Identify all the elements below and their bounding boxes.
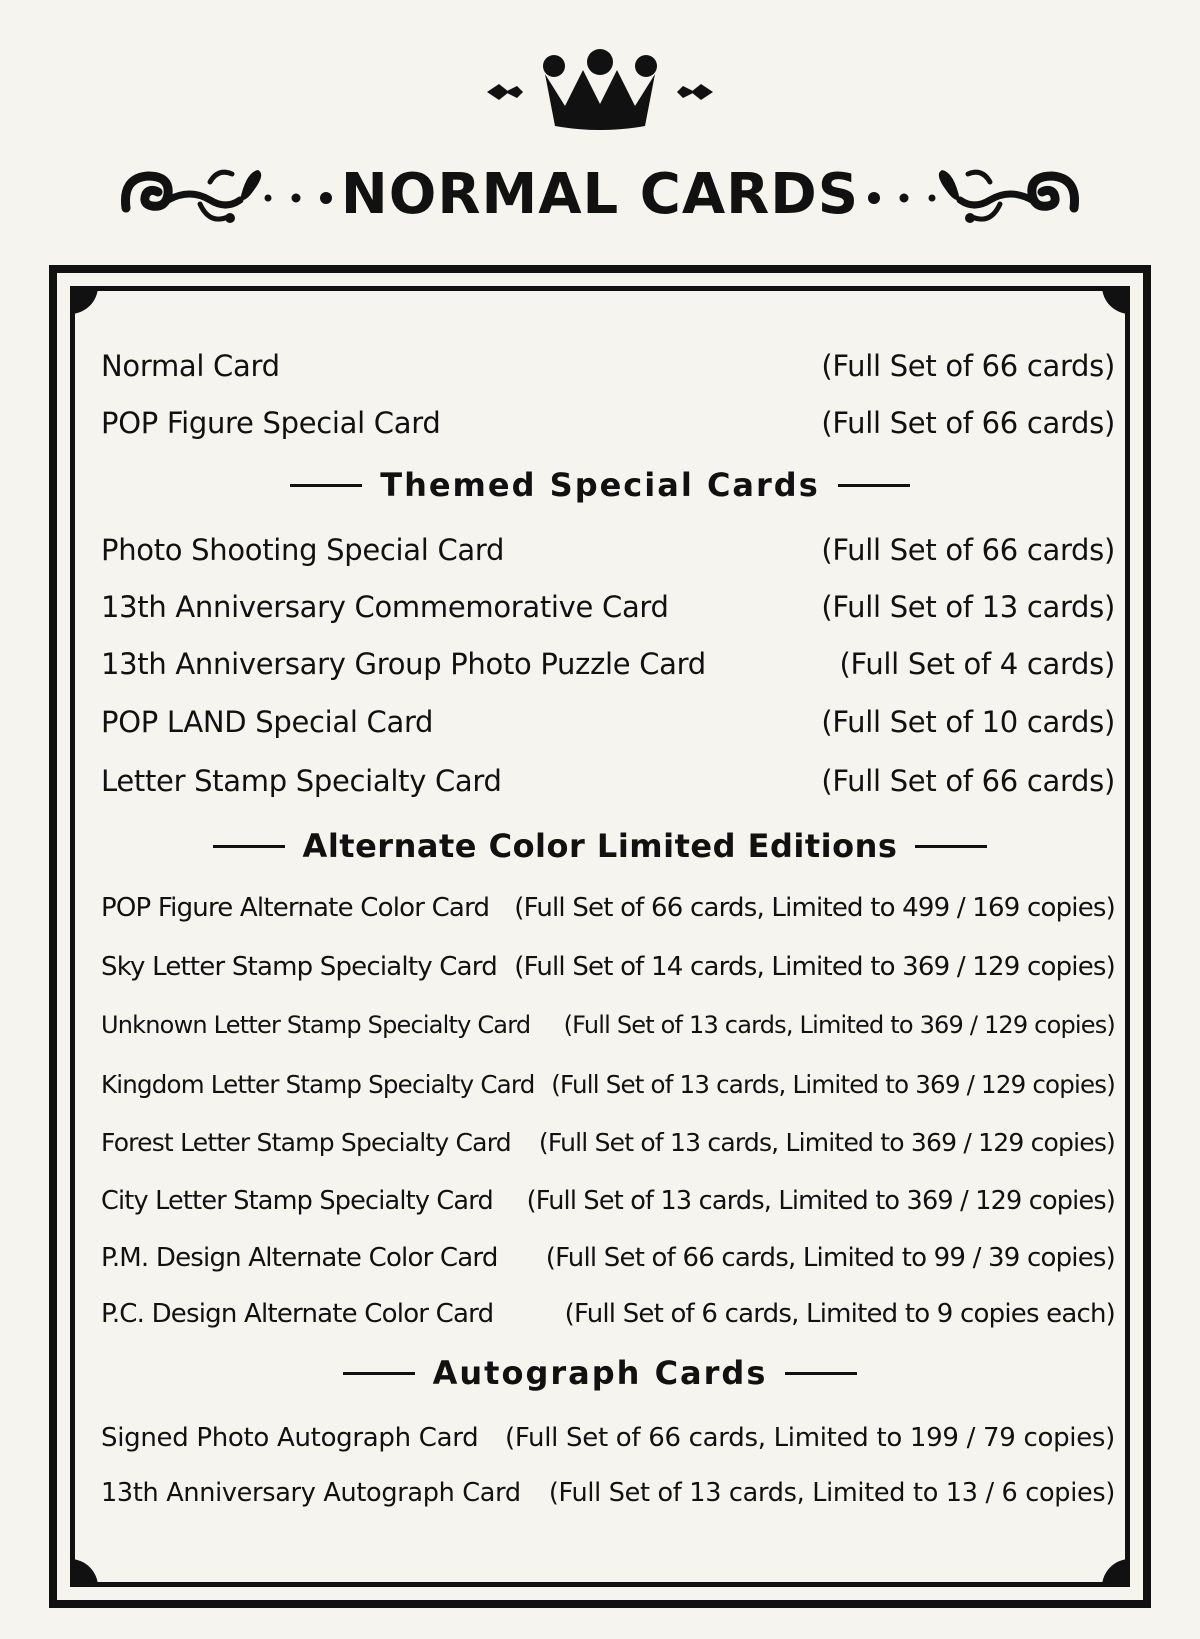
card-list-item: [101, 1179, 1115, 1223]
card-name: Photo Shooting Special Card: [101, 533, 505, 567]
card-set-info: (Full Set of 13 cards, Limited to 369 / 129 copies): [551, 1069, 1115, 1099]
card-name: P.M. Design Alternate Color Card: [101, 1243, 498, 1273]
card-list-item: [101, 642, 1115, 686]
card-set-info: (Full Set of 14 cards, Limited to 369 / 129 copies): [514, 952, 1115, 982]
card-list-item: [101, 1120, 1115, 1164]
card-list-item: [101, 1416, 1115, 1460]
card-name: 13th Anniversary Autograph Card: [101, 1478, 521, 1508]
section-heading-autograph: [0, 1350, 1200, 1396]
card-set-info: (Full Set of 13 cards, Limited to 369 / 129 copies): [538, 1127, 1115, 1157]
divider: [343, 1372, 415, 1375]
page-header: [0, 0, 1200, 260]
card-name: POP Figure Alternate Color Card: [101, 893, 490, 923]
card-set-info: (Full Set of 13 cards, Limited to 369 / 129 copies): [526, 1186, 1115, 1216]
flourish-right-icon: [842, 160, 1082, 230]
card-name: City Letter Stamp Specialty Card: [101, 1186, 493, 1216]
card-list-item: [101, 945, 1115, 989]
card-set-info: (Full Set of 13 cards, Limited to 13 / 6 copies): [548, 1478, 1115, 1508]
card-set-info: (Full Set of 66 cards, Limited to 99 / 39 copies): [545, 1243, 1115, 1273]
card-list-item: [101, 344, 1115, 388]
card-name: POP LAND Special Card: [101, 705, 434, 739]
card-list-item: [101, 1062, 1115, 1106]
card-name: 13th Anniversary Group Photo Puzzle Card: [101, 647, 706, 681]
divider: [838, 484, 910, 487]
card-name: P.C. Design Alternate Color Card: [101, 1299, 494, 1329]
section-title: Alternate Color Limited Editions: [302, 827, 898, 865]
card-list-item: [101, 585, 1115, 629]
card-name: Letter Stamp Specialty Card: [101, 764, 502, 798]
divider: [785, 1372, 857, 1375]
card-set-info: (Full Set of 66 cards): [821, 406, 1115, 440]
card-name: Forest Letter Stamp Specialty Card: [101, 1127, 511, 1157]
section-heading-themed: [0, 462, 1200, 508]
card-set-info: (Full Set of 66 cards, Limited to 499 / 169 copies): [514, 893, 1115, 923]
card-set-info: (Full Set of 13 cards): [821, 590, 1115, 624]
card-set-info: (Full Set of 66 cards, Limited to 199 / 79 copies): [504, 1423, 1115, 1453]
card-name: Sky Letter Stamp Specialty Card: [101, 952, 497, 982]
crown-icon: [487, 44, 713, 134]
card-name: Signed Photo Autograph Card: [101, 1423, 479, 1453]
card-list-item: [101, 886, 1115, 930]
card-list-item: [101, 1471, 1115, 1515]
divider: [213, 845, 285, 848]
title-row: [0, 150, 1200, 240]
card-list-item: [101, 700, 1115, 744]
card-set-info: (Full Set of 4 cards): [839, 647, 1115, 681]
section-title: Autograph Cards: [432, 1354, 768, 1392]
card-list-item: [101, 1236, 1115, 1280]
card-set-info: (Full Set of 10 cards): [821, 705, 1115, 739]
card-name: Normal Card: [101, 349, 280, 383]
section-title: Themed Special Cards: [380, 466, 820, 504]
page-title: NORMAL CARDS: [340, 162, 860, 227]
card-set-info: (Full Set of 66 cards): [821, 349, 1115, 383]
card-list-item: [101, 401, 1115, 445]
card-list-item: [101, 528, 1115, 572]
card-set-info: (Full Set of 13 cards, Limited to 369 / 129 copies): [563, 1011, 1115, 1039]
divider: [290, 484, 362, 487]
card-name: Unknown Letter Stamp Specialty Card: [101, 1011, 531, 1039]
card-list-item: [101, 1292, 1115, 1336]
card-list-item: [101, 1003, 1115, 1047]
card-set-info: (Full Set of 66 cards): [821, 764, 1115, 798]
card-list-item: [101, 759, 1115, 803]
divider: [915, 845, 987, 848]
card-set-info: (Full Set of 6 cards, Limited to 9 copies each): [564, 1299, 1115, 1329]
card-set-info: (Full Set of 66 cards): [821, 533, 1115, 567]
card-name: Kingdom Letter Stamp Specialty Card: [101, 1069, 535, 1099]
section-heading-alternate-color: [0, 823, 1200, 869]
card-name: POP Figure Special Card: [101, 406, 441, 440]
card-name: 13th Anniversary Commemorative Card: [101, 590, 669, 624]
